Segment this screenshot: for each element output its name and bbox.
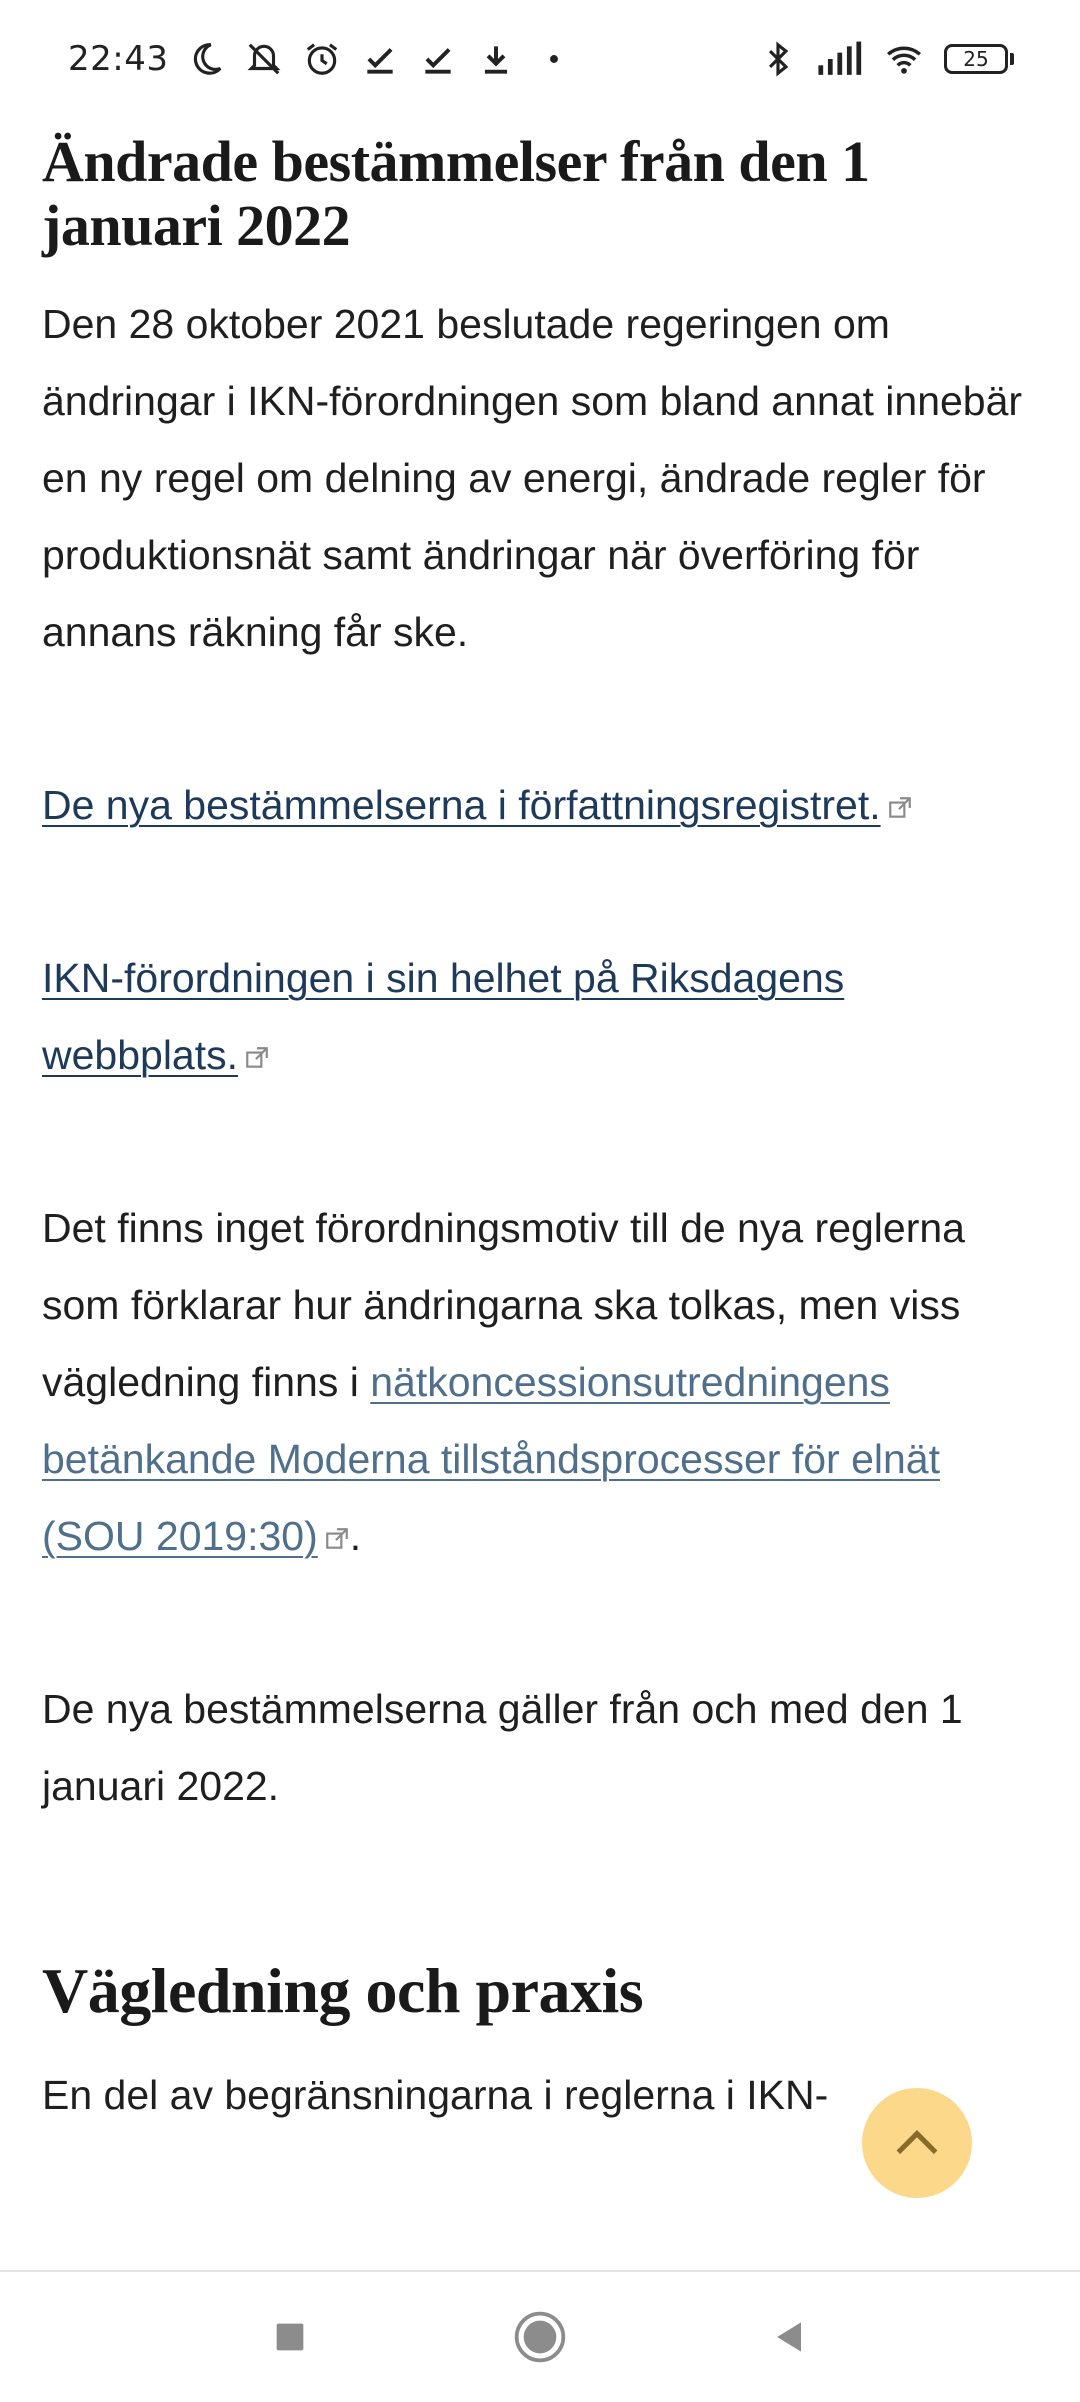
paragraph-guidance-text: Det finns inget förordningsmotiv till de nya reglerna som förklarar hur ändringarna ska tolkas, men viss vägledning finns i — [42, 1205, 965, 1405]
link-forfattningsregistret[interactable]: De nya bestämmelserna i författningsregistret. — [42, 782, 881, 828]
square-icon — [270, 2317, 310, 2357]
download-icon — [476, 39, 516, 79]
recent-apps-button[interactable] — [260, 2307, 320, 2367]
link-sou-2019-30[interactable]: nätkoncessionsutredningens betänkande Moderna tillståndsprocesser för elnät (SOU 2019:30) — [42, 1359, 940, 1559]
alarm-icon — [302, 39, 342, 79]
home-button[interactable] — [510, 2307, 570, 2367]
paragraph-effective-date: De nya bestämmelserna gäller från och med den 1 januari 2022. — [42, 1686, 963, 1809]
wifi-icon — [880, 39, 928, 79]
external-link-icon — [887, 795, 913, 821]
paragraph-link2 — [42, 940, 972, 1094]
status-bar — [0, 0, 1080, 118]
signal-icon — [814, 39, 864, 79]
moon-icon — [186, 39, 226, 79]
external-link-icon — [244, 1045, 270, 1071]
chevron-up-icon — [889, 2115, 945, 2171]
check-icon — [418, 39, 458, 79]
spacer — [42, 1094, 1042, 1190]
paragraph-guidance-intro: En del av begränsningarna i reglerna i IKN- — [42, 2072, 829, 2118]
section-heading-guidance: Vägledning och praxis — [42, 1955, 644, 2026]
check-icon — [360, 39, 400, 79]
dot-icon — [534, 39, 574, 79]
home-icon — [512, 2309, 568, 2365]
spacer — [42, 1825, 1042, 1955]
mute-icon — [244, 39, 284, 79]
scroll-to-top-button[interactable] — [862, 2088, 972, 2198]
link-riksdagen[interactable]: IKN-förordningen i sin helhet på Riksdagens webbplats. — [42, 955, 845, 1078]
battery-tip — [1010, 53, 1014, 65]
paragraph-intro: Den 28 oktober 2021 beslutade regeringen om ändringar i IKN-förordningen som bland annat innebär en ny regel om delning av energi, ändrade regler för produktionsnät samt ändringar när överföring för annans räkning får ske. — [42, 301, 1023, 655]
external-link-icon — [324, 1526, 350, 1552]
navigation-bar — [0, 2270, 1080, 2402]
article-content — [42, 118, 1042, 2134]
paragraph-link1 — [42, 767, 1042, 844]
section-heading-changes: Ändrade bestämmelser från den 1 januari 2022 — [42, 129, 870, 258]
spacer — [42, 671, 1042, 767]
spacer — [42, 1575, 1042, 1671]
paragraph-guidance — [42, 1190, 1032, 1575]
back-triangle-icon — [768, 2315, 812, 2359]
bluetooth-icon — [758, 39, 798, 79]
status-right — [758, 39, 1014, 79]
status-time: 22:43 — [68, 39, 169, 79]
spacer — [42, 844, 1042, 940]
paragraph-guidance-end: . — [349, 1513, 362, 1559]
battery-level: 25 — [944, 44, 1008, 74]
status-left — [68, 39, 574, 79]
back-button[interactable] — [760, 2307, 820, 2367]
battery-icon — [944, 44, 1014, 74]
